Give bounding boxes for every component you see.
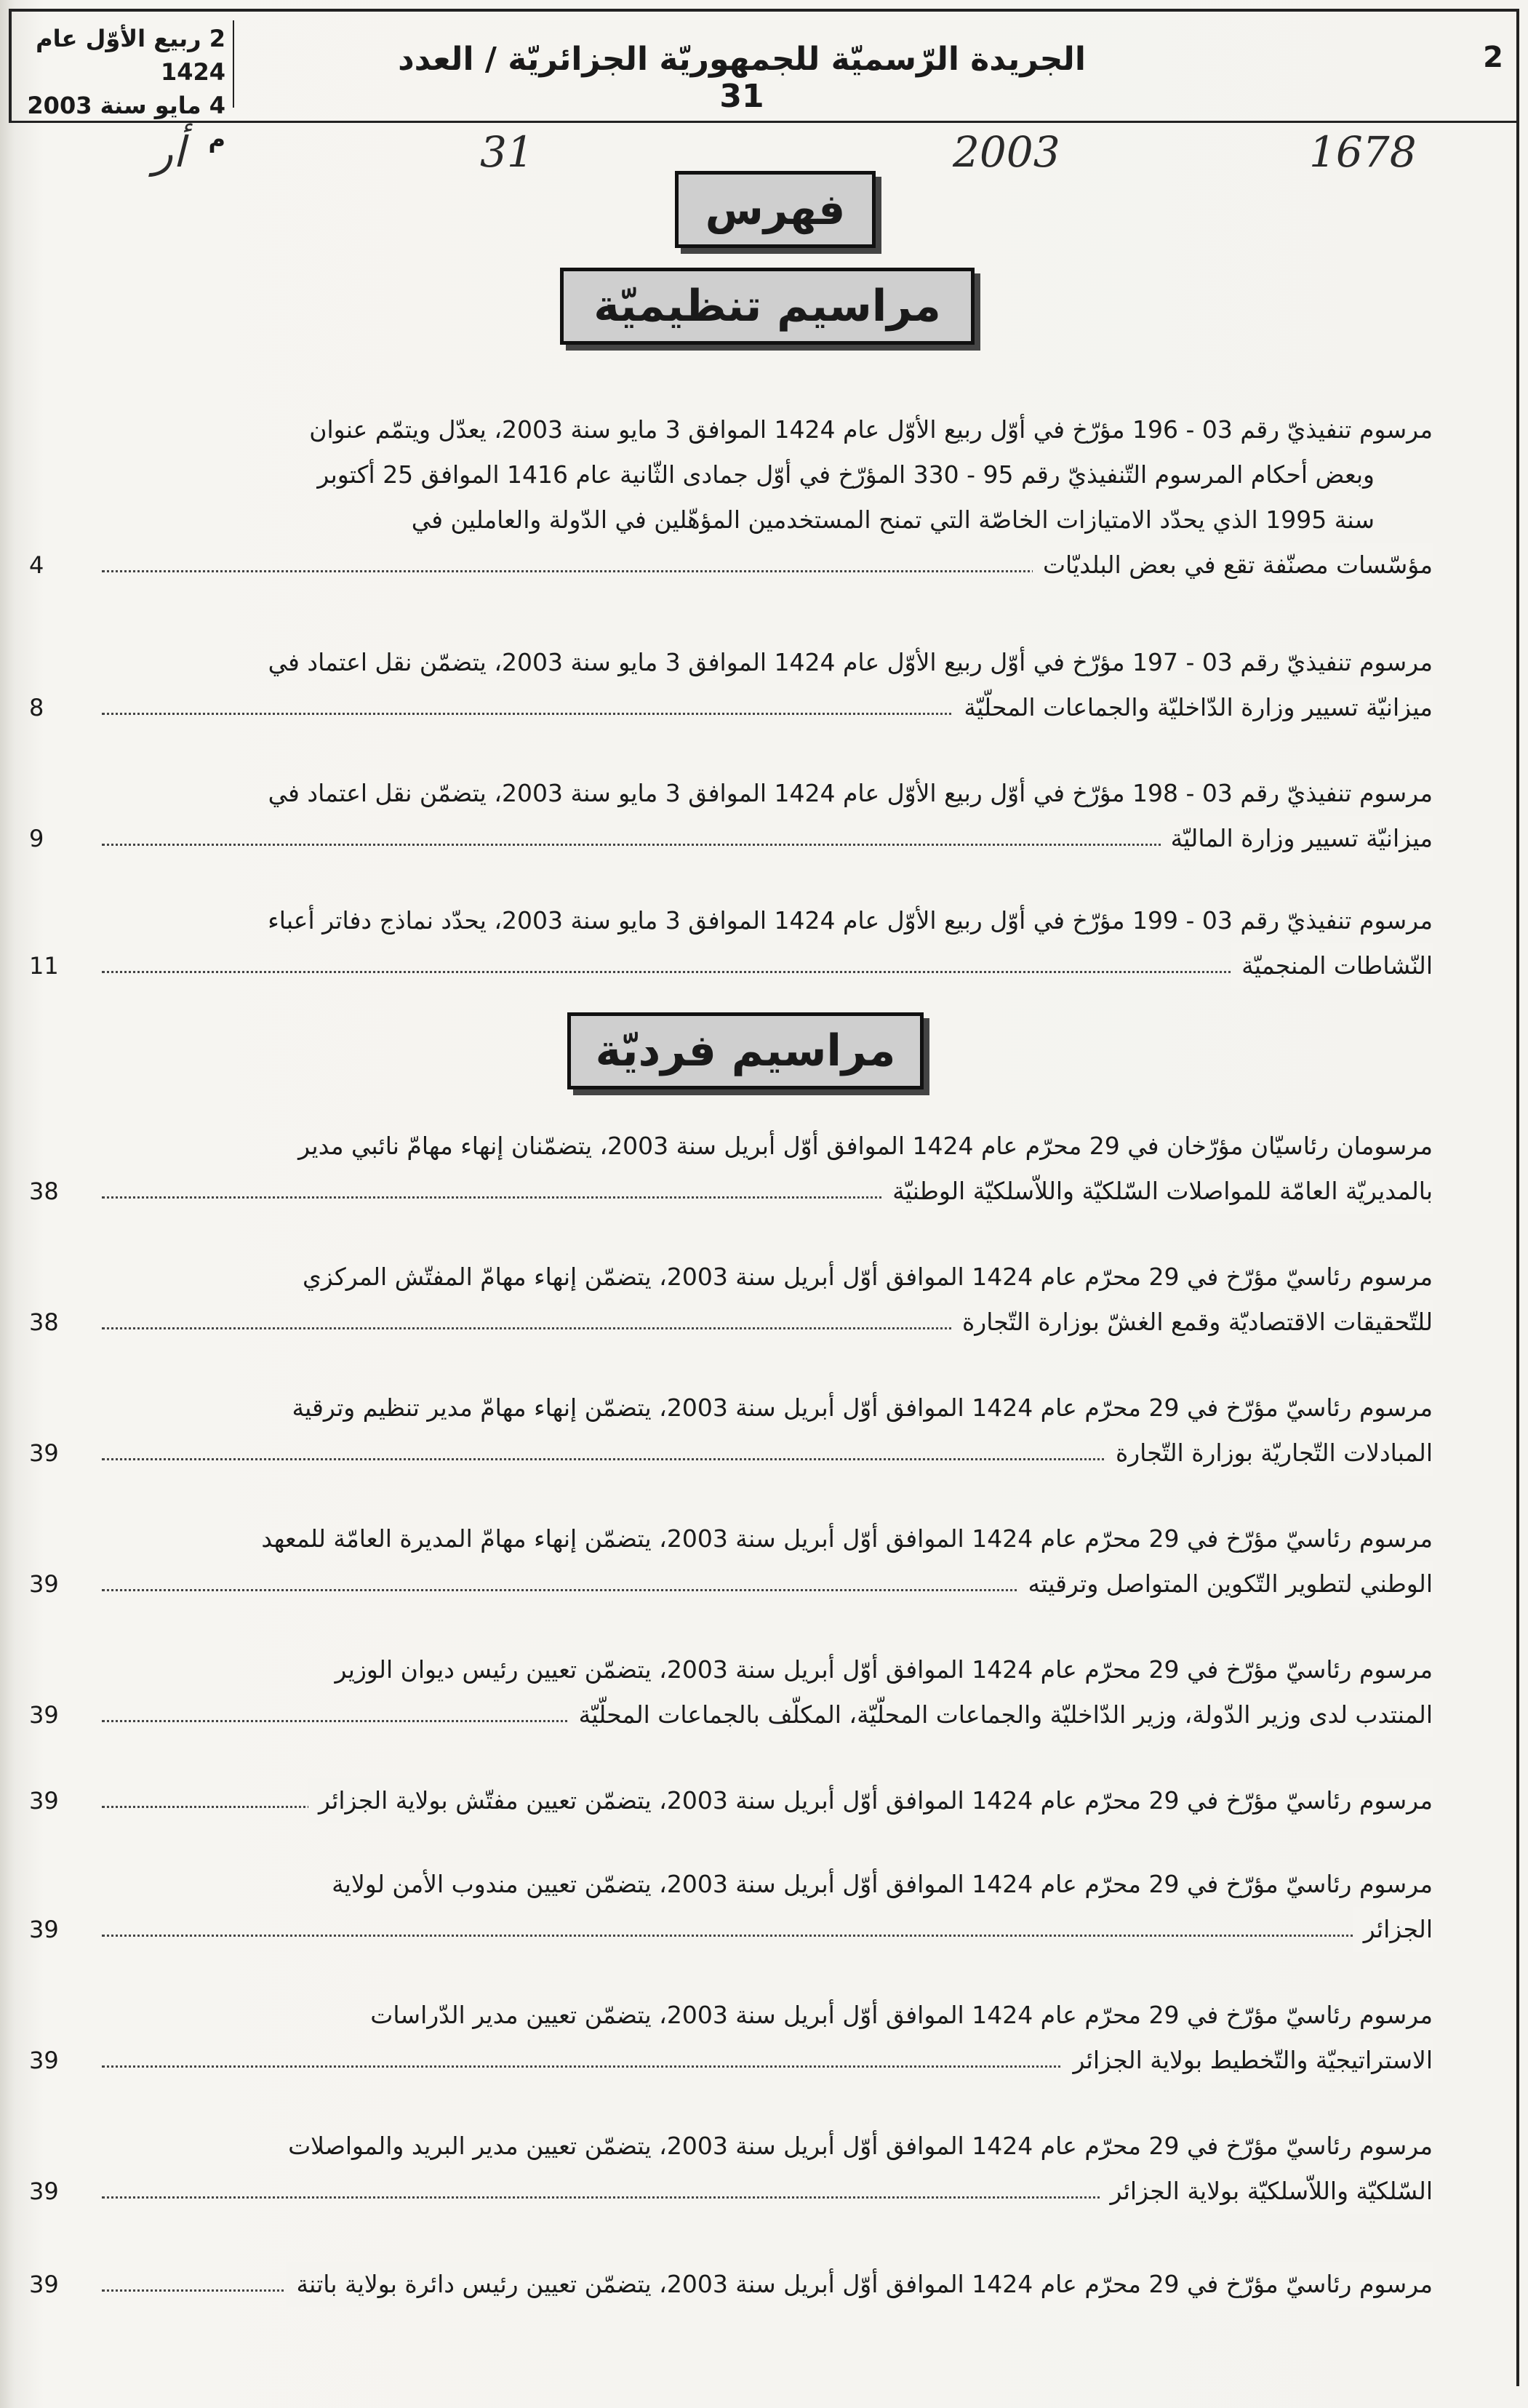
- index-entry[interactable]: [29, 898, 1433, 988]
- entry-line: الوطني لتطوير التّكوين المتواصل وترقيته: [1018, 1561, 1433, 1607]
- header-date: [15, 22, 225, 156]
- index-entry[interactable]: [29, 1385, 1433, 1476]
- entry-line: وبعض أحكام المرسوم التّنفيذيّ رقم 95 - 330 المؤرّخ في أوّل جمادى الثّانية عام 1416 الموافق 25 أكتوبر: [317, 460, 1375, 489]
- index-entry[interactable]: [29, 1993, 1433, 2083]
- section-heading-individual: مراسيم فرديّة: [567, 1012, 924, 1089]
- entry-page-number: 4: [29, 551, 44, 579]
- entry-line: ميزانيّة تسيير وزارة الماليّة: [1161, 816, 1433, 861]
- entry-page-number: 11: [29, 952, 59, 980]
- entry-line-last: [51, 2038, 1433, 2083]
- entry-page-number: 38: [29, 1177, 59, 1205]
- entry-page-number: 39: [29, 1916, 59, 1943]
- index-entry[interactable]: [29, 640, 1433, 730]
- entry-page-number: 39: [29, 2271, 59, 2298]
- handwritten-note: 2003: [953, 127, 1060, 177]
- entry-line: المنتدب لدى وزير الدّولة، وزير الدّاخليّة والجماعات المحلّيّة، المكلّف بالجماعات المحلّيّة: [569, 1692, 1433, 1737]
- entry-page-number: 38: [29, 1308, 59, 1336]
- entry-line: مرسوم رئاسيّ مؤرّخ في 29 محرّم عام 1424 الموافق أوّل أبريل سنة 2003، يتضمّن تعيين رئيس ديوان الوزير: [335, 1655, 1433, 1684]
- entry-page-number: 8: [29, 694, 44, 721]
- entry-line: الاستراتيجيّة والتّخطيط بولاية الجزائر: [1063, 2038, 1433, 2083]
- entry-line: مرسوم رئاسيّ مؤرّخ في 29 محرّم عام 1424 الموافق أوّل أبريل سنة 2003، يتضمّن تعيين مفتّش بولاية الجزائر: [308, 1778, 1433, 1823]
- dot-leader: [102, 1935, 1433, 1937]
- index-entry[interactable]: [29, 771, 1433, 861]
- handwritten-note: 1678: [1309, 127, 1417, 177]
- entry-line-last: [51, 1300, 1433, 1345]
- entry-line: الجزائر: [1353, 1907, 1433, 1952]
- entry-line: مرسوم رئاسيّ مؤرّخ في 29 محرّم عام 1424 الموافق أوّل أبريل سنة 2003، يتضمّن إنهاء مهامّ المفتّش المركزي: [302, 1263, 1433, 1291]
- handwritten-note: 31: [480, 127, 534, 177]
- entry-line: مؤسّسات مصنّفة تقع في بعض البلديّات: [1033, 543, 1433, 588]
- entry-line: مرسوم تنفيذيّ رقم 03 - 196 مؤرّخ في أوّل ربيع الأوّل عام 1424 الموافق 3 مايو سنة 2003، يعدّل ويتمّم عنوان: [309, 415, 1433, 444]
- entry-line-last: [51, 543, 1433, 588]
- entry-line-last: [51, 943, 1433, 988]
- index-entry[interactable]: [29, 1255, 1433, 1345]
- entry-line-last: [51, 1169, 1433, 1214]
- entry-line: بالمديريّة العامّة للمواصلات السّلكيّة واللاّسلكيّة الوطنيّة: [882, 1169, 1433, 1214]
- index-entry[interactable]: [29, 2124, 1433, 2214]
- index-entry[interactable]: [29, 1647, 1433, 1737]
- entry-line-last: [51, 1907, 1433, 1952]
- gazette-title: الجريدة الرّسميّة للجمهوريّة الجزائريّة / العدد 31: [398, 41, 1086, 115]
- entry-page-number: 39: [29, 1439, 59, 1467]
- entry-line-last: [51, 685, 1433, 730]
- entry-line: مرسومان رئاسيّان مؤرّخان في 29 محرّم عام 1424 الموافق أوّل أبريل سنة 2003، يتضمّنان إنهاء مهامّ نائبي مدير: [298, 1132, 1433, 1160]
- entry-line-last: [51, 2262, 1433, 2307]
- entry-line-last: [51, 1431, 1433, 1476]
- entry-page-number: 9: [29, 825, 44, 852]
- entry-page-number: 39: [29, 1701, 59, 1729]
- header-gregorian-date: 4 مايو سنة 2003 م: [27, 92, 225, 153]
- index-entry[interactable]: [29, 407, 1433, 588]
- index-entry[interactable]: [29, 2262, 1433, 2307]
- handwritten-note: ﺃﺭ: [153, 127, 185, 177]
- index-entry[interactable]: [29, 1778, 1433, 1823]
- entry-line: مرسوم رئاسيّ مؤرّخ في 29 محرّم عام 1424 الموافق أوّل أبريل سنة 2003، يتضمّن إنهاء مهامّ مدير تنظيم وترقية: [292, 1393, 1433, 1422]
- entry-line: ميزانيّة تسيير وزارة الدّاخليّة والجماعات المحلّيّة: [953, 685, 1433, 730]
- header-hijri-date: 2 ربيع الأوّل عام 1424: [36, 25, 225, 86]
- entry-page-number: 39: [29, 2177, 59, 2205]
- entry-line: مرسوم رئاسيّ مؤرّخ في 29 محرّم عام 1424 الموافق أوّل أبريل سنة 2003، يتضمّن تعيين رئيس دائرة بولاية باتنة: [286, 2262, 1433, 2307]
- header-divider: [233, 20, 234, 108]
- entry-page-number: 39: [29, 1787, 59, 1815]
- index-heading: فهرس: [675, 171, 876, 248]
- entry-line: مرسوم رئاسيّ مؤرّخ في 29 محرّم عام 1424 الموافق أوّل أبريل سنة 2003، يتضمّن تعيين مدير الدّراسات: [370, 2001, 1433, 2029]
- entry-line-last: [51, 2169, 1433, 2214]
- entry-line: مرسوم رئاسيّ مؤرّخ في 29 محرّم عام 1424 الموافق أوّل أبريل سنة 2003، يتضمّن إنهاء مهامّ المديرة العامّة للمعهد: [261, 1524, 1433, 1553]
- index-entry[interactable]: [29, 1862, 1433, 1952]
- section-heading-regulatory: مراسيم تنظيميّة: [560, 268, 975, 345]
- entry-line: مرسوم رئاسيّ مؤرّخ في 29 محرّم عام 1424 الموافق أوّل أبريل سنة 2003، يتضمّن تعيين مدير البريد والمواصلات: [288, 2132, 1433, 2160]
- entry-line-last: [51, 1561, 1433, 1607]
- entry-page-number: 39: [29, 2047, 59, 2074]
- page-number: 2: [1483, 41, 1503, 74]
- page-border: [1516, 9, 1519, 2386]
- entry-line-last: [51, 1778, 1433, 1823]
- entry-line: السّلكيّة واللاّسلكيّة بولاية الجزائر: [1100, 2169, 1433, 2214]
- entry-page-number: 39: [29, 1570, 59, 1598]
- index-entry[interactable]: [29, 1124, 1433, 1214]
- entry-line-last: [51, 816, 1433, 861]
- entry-line: النّشاطات المنجميّة: [1231, 943, 1433, 988]
- entry-line-last: [51, 1692, 1433, 1737]
- entry-line: المبادلات التّجاريّة بوزارة التّجارة: [1105, 1431, 1433, 1476]
- entry-line: مرسوم تنفيذيّ رقم 03 - 199 مؤرّخ في أوّل ربيع الأوّل عام 1424 الموافق 3 مايو سنة 2003، يحدّد نماذج دفاتر أعباء: [268, 906, 1433, 935]
- index-entry[interactable]: [29, 1516, 1433, 1607]
- entry-line: مرسوم رئاسيّ مؤرّخ في 29 محرّم عام 1424 الموافق أوّل أبريل سنة 2003، يتضمّن تعيين مندوب الأمن لولاية: [332, 1870, 1433, 1898]
- entry-line: مرسوم تنفيذيّ رقم 03 - 198 مؤرّخ في أوّل ربيع الأوّل عام 1424 الموافق 3 مايو سنة 2003، يتضمّن نقل اعتماد في: [268, 779, 1433, 807]
- entry-line: سنة 1995 الذي يحدّد الامتيازات الخاصّة التي تمنح المستخدمين المؤهّلين في الدّولة والعاملين في: [411, 505, 1375, 534]
- entry-line: للتّحقيقات الاقتصاديّة وقمع الغشّ بوزارة التّجارة: [952, 1300, 1433, 1345]
- entry-line: مرسوم تنفيذيّ رقم 03 - 197 مؤرّخ في أوّل ربيع الأوّل عام 1424 الموافق 3 مايو سنة 2003، يتضمّن نقل اعتماد في: [268, 648, 1433, 676]
